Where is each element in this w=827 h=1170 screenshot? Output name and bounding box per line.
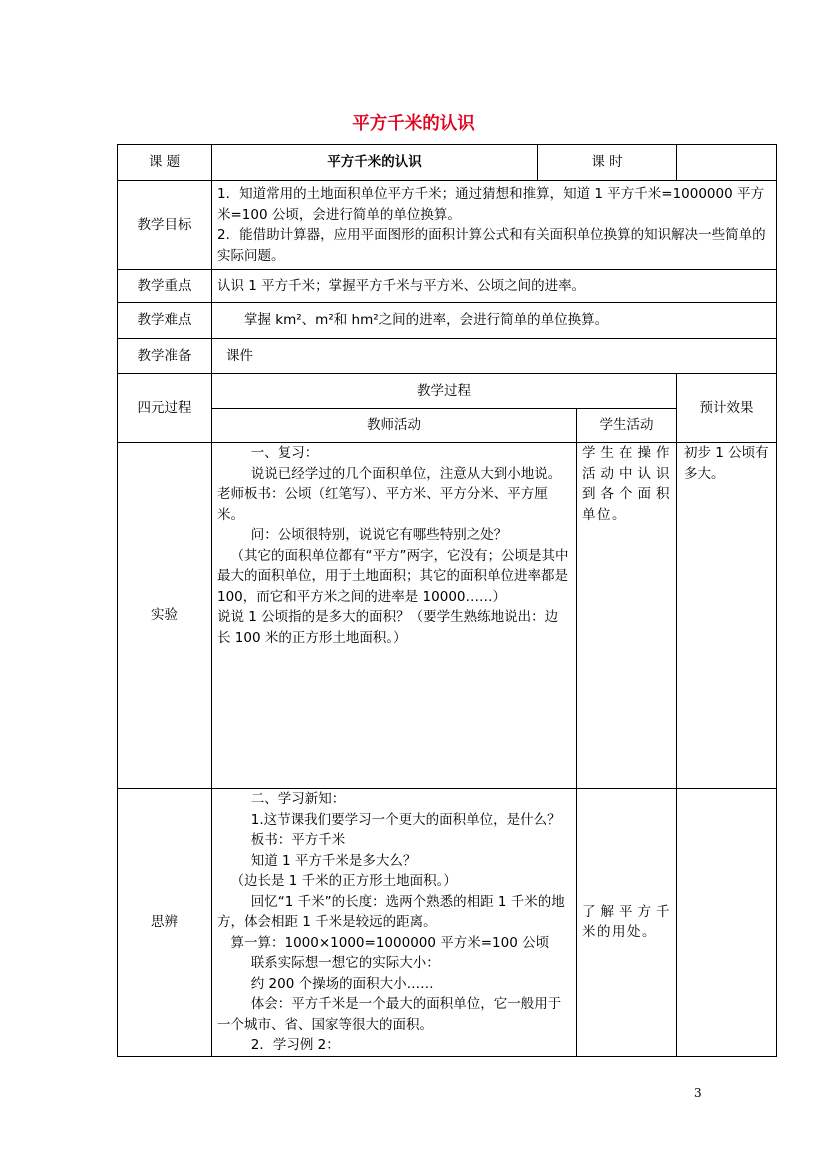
- difficulties-label: 教学难点: [118, 303, 212, 339]
- experiment-line-2: 说说已经学过的几个面积单位，注意从大到小地说。老师板书：公顷（红笔写）、平方米、平方分米、平方厘米。: [217, 465, 562, 523]
- experiment-student-activity: 学生在操作活动中认识到各个面积单位。: [577, 443, 677, 789]
- reasoning-line-8: 联系实际想一想它的实际大小：: [250, 955, 440, 971]
- reasoning-line-7: 算一算：1000×1000=1000000 平方米=100 公顷: [230, 934, 550, 951]
- reasoning-line-11: 2．学习例 2：: [250, 1037, 340, 1053]
- experiment-line-3: 问：公顷很特别，说说它有哪些特别之处？: [250, 527, 508, 543]
- experiment-line-5: 说说 1 公顷指的是多大的面积？（要学生熟练地说出：边长 100 米的正方形土地面积。）: [217, 609, 559, 646]
- document-title: 平方千米的认识: [352, 114, 475, 134]
- period-label: 课 时: [538, 145, 677, 181]
- reasoning-line-2: 1.这节课我们要学习一个更大的面积单位，是什么？: [250, 811, 561, 828]
- goals-content: [212, 181, 777, 270]
- reasoning-row: [118, 789, 777, 1057]
- student-activity-header: 学生活动: [577, 409, 677, 443]
- preparation-row: [118, 339, 777, 374]
- four-stage-header: 四元过程: [118, 374, 212, 443]
- experiment-label: 实验: [118, 443, 212, 789]
- process-header-row: [118, 374, 777, 409]
- experiment-row: [118, 443, 777, 789]
- goal-item-1: 1．知道常用的土地面积单位平方千米；通过猜想和推算，知道 1 平方千米=1000000 平方米=100 公顷，会进行简单的单位换算。: [217, 186, 764, 223]
- reasoning-teacher-activity: [212, 789, 577, 1057]
- reasoning-line-5: （边长是 1 千米的正方形土地面积。）: [230, 873, 457, 889]
- experiment-line-4: （其它的面积单位都有“平方”两字，它没有；公顷是其中最大的面积单位，用于土地面积；其它的面积单位进率都是 100，而它和平方米之间的进率是 10000……）: [217, 547, 569, 605]
- preparation-label: 教学准备: [118, 339, 212, 374]
- goal-item-2: 2．能借助计算器，应用平面图形的面积计算公式和有关面积单位换算的知识解决一些简单的实际问题。: [217, 227, 766, 264]
- lesson-plan-table: [117, 144, 777, 1057]
- reasoning-student-activity: 了解平方千米的用处。: [577, 789, 677, 1057]
- reasoning-line-6: 回忆“1 千米”的长度：选两个熟悉的相距 1 千米的地方，体会相距 1 千米是较远的距离。: [217, 893, 565, 930]
- experiment-teacher-activity: [212, 443, 577, 789]
- reasoning-line-9: 约 200 个操场的面积大小……: [250, 975, 434, 992]
- period-value: [677, 145, 777, 181]
- experiment-expected-effect: 初步 1 公顷有多大。: [677, 443, 777, 789]
- goals-label: 教学目标: [118, 181, 212, 270]
- key-points-label: 教学重点: [118, 270, 212, 303]
- topic-row: [118, 145, 777, 181]
- reasoning-expected-effect: [677, 789, 777, 1057]
- reasoning-line-10: 体会：平方千米是一个最大的面积单位，它一般用于一个城市、省、国家等很大的面积。: [217, 996, 562, 1033]
- reasoning-line-4: 知道 1 平方千米是多大么？: [250, 852, 417, 869]
- expected-effect-header: 预计效果: [677, 374, 777, 443]
- difficulties-row: [118, 303, 777, 339]
- key-points-row: [118, 270, 777, 303]
- reasoning-line-3: 板书：平方千米: [250, 832, 346, 848]
- topic-value: 平方千米的认识: [212, 145, 538, 181]
- teacher-activity-header: 教师活动: [212, 409, 577, 443]
- difficulties-text: 掌握 km²、m²和 hm²之间的进率，会进行简单的单位换算。: [212, 303, 777, 339]
- topic-label: 课 题: [118, 145, 212, 181]
- preparation-text: 课件: [212, 339, 777, 374]
- goals-row: [118, 181, 777, 270]
- teaching-process-header: 教学过程: [212, 374, 677, 409]
- reasoning-label: 思辨: [118, 789, 212, 1057]
- key-points-text: 认识 1 平方千米；掌握平方千米与平方米、公顷之间的进率。: [212, 270, 777, 303]
- reasoning-line-1: 二、学习新知：: [250, 791, 346, 807]
- experiment-line-1: 一、复习：: [250, 445, 319, 461]
- page-number: 3: [694, 1086, 702, 1100]
